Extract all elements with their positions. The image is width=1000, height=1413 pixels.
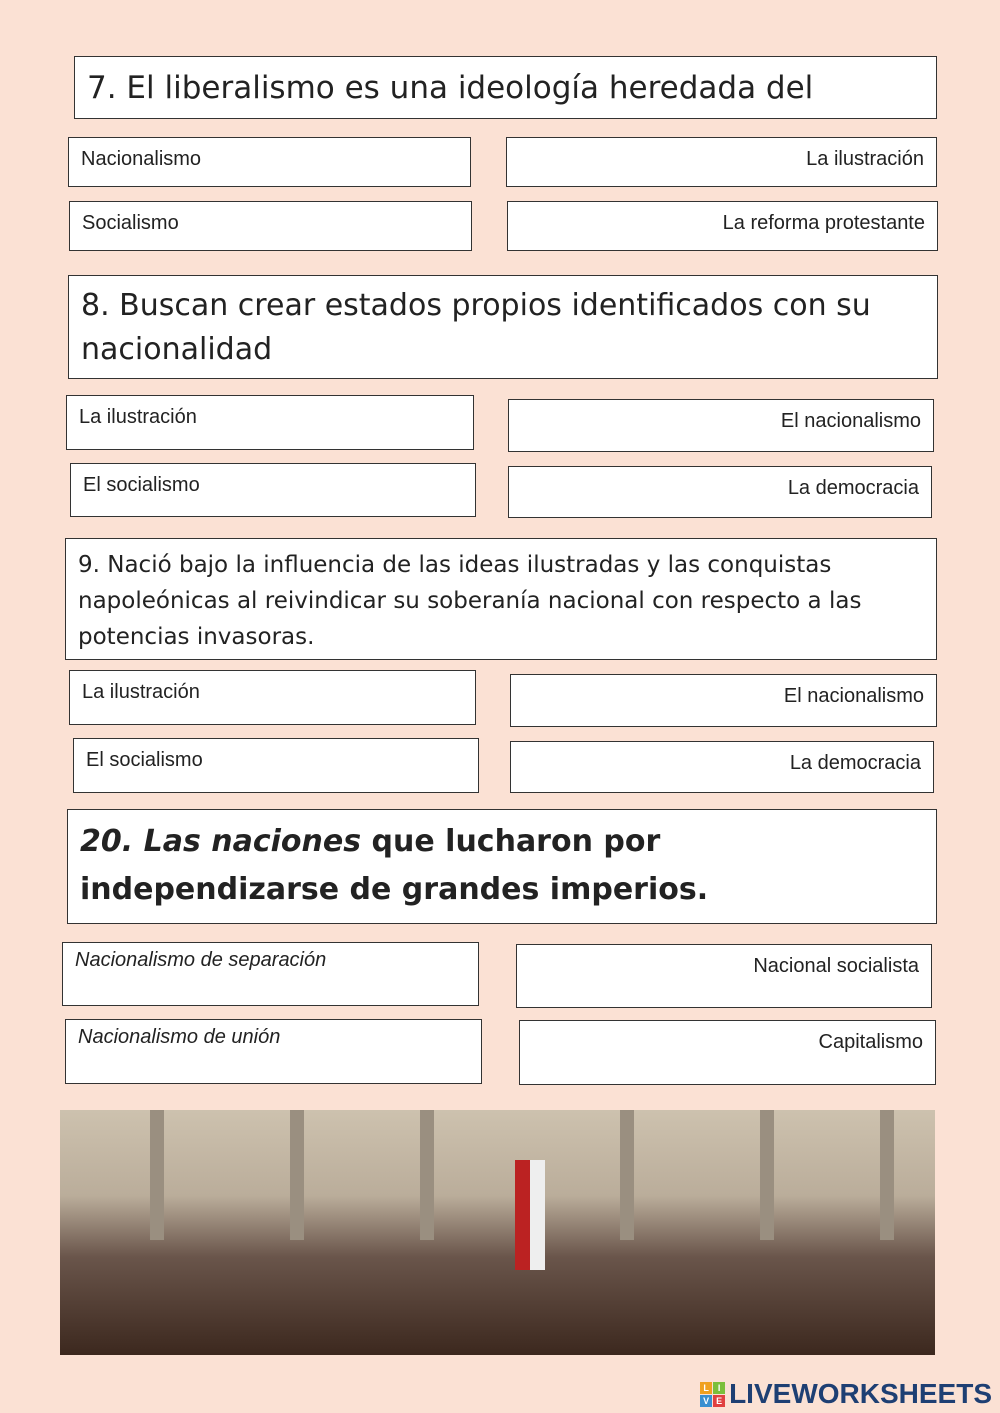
question-text-italic: 20. Las naciones: [80, 824, 362, 859]
option-box[interactable]: Capitalismo: [519, 1020, 936, 1085]
question-text: que lucharon por independizarse de grandes imperios.: [80, 824, 709, 907]
option-box[interactable]: La reforma protestante: [507, 201, 938, 251]
option-box[interactable]: Nacionalismo: [68, 137, 471, 187]
question-8: [68, 275, 938, 379]
question-20: [67, 809, 937, 924]
liveworksheets-logo: [700, 1378, 992, 1410]
option-box[interactable]: Nacional socialista: [516, 944, 932, 1008]
option-box[interactable]: La ilustración: [69, 670, 476, 725]
logo-icon: L I V E: [700, 1382, 725, 1407]
option-box[interactable]: La democracia: [510, 741, 934, 793]
question-text: 8. Buscan crear estados propios identificados con su nacionalidad: [81, 288, 871, 367]
option-box[interactable]: La ilustración: [506, 137, 937, 187]
question-text: 9. Nació bajo la influencia de las ideas ilustradas y las conquistas napoleónicas al reivindicar su soberanía nacional con respecto a las potencias invasoras.: [78, 552, 862, 650]
option-box[interactable]: Socialismo: [69, 201, 472, 251]
question-7: [74, 56, 937, 119]
question-9: [65, 538, 937, 660]
revolution-painting: [60, 1110, 935, 1355]
option-box[interactable]: El socialismo: [73, 738, 479, 793]
option-box[interactable]: La democracia: [508, 466, 932, 518]
option-box[interactable]: El nacionalismo: [508, 399, 934, 452]
option-box[interactable]: La ilustración: [66, 395, 474, 450]
question-text: 7. El liberalismo es una ideología heredada del: [87, 70, 814, 106]
flag: [515, 1160, 545, 1270]
option-box[interactable]: Nacionalismo de unión: [65, 1019, 482, 1084]
option-box[interactable]: El nacionalismo: [510, 674, 937, 727]
logo-text: LIVEWORKSHEETS: [729, 1378, 992, 1409]
option-box[interactable]: El socialismo: [70, 463, 476, 517]
option-box[interactable]: Nacionalismo de separación: [62, 942, 479, 1006]
